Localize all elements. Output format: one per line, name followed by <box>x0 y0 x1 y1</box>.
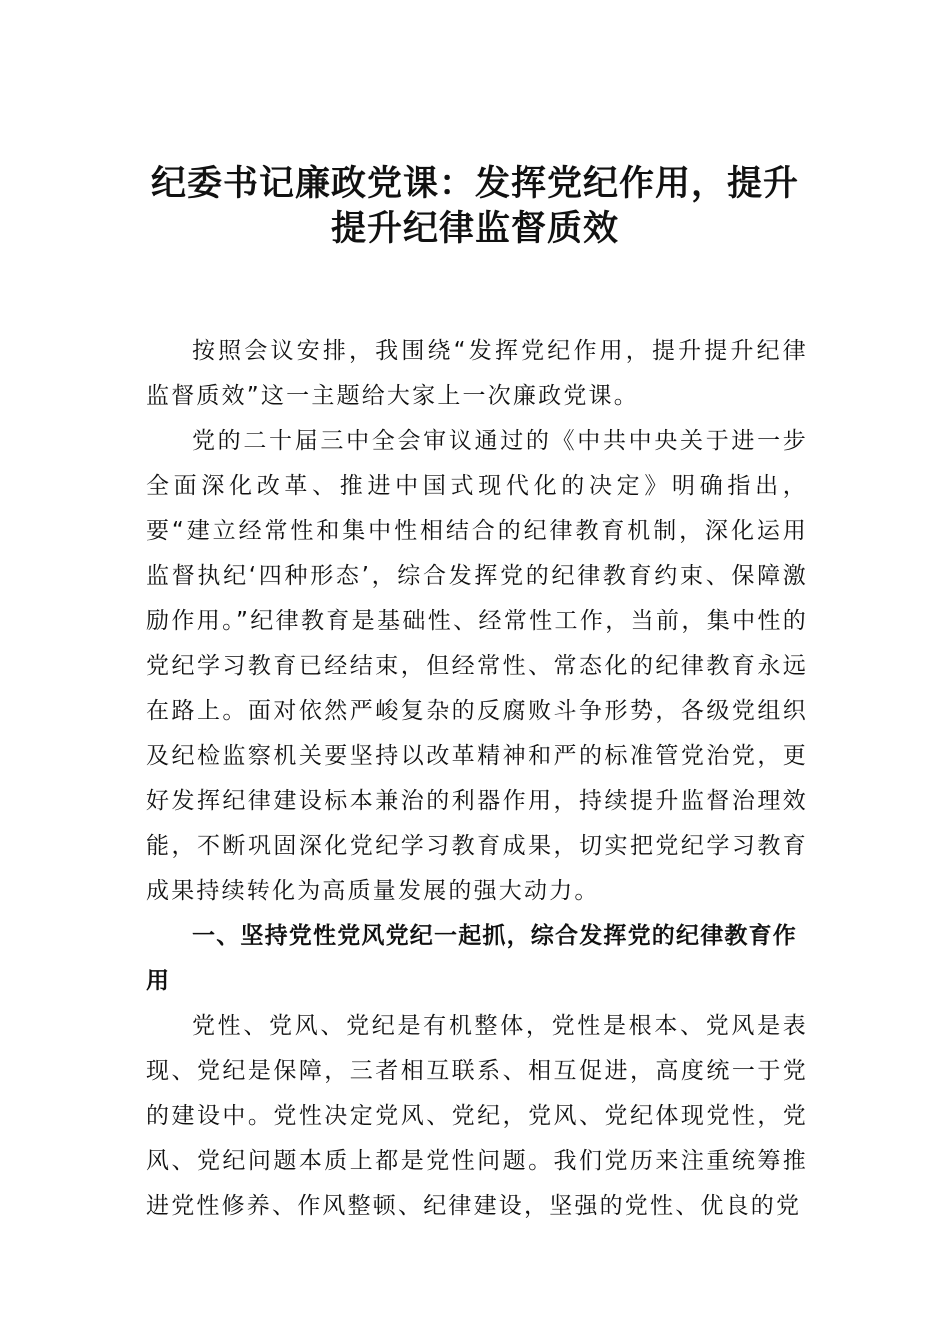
paragraph-context: 党的二十届三中全会审议通过的《中共中央关于进一步全面深化改革、推进中国式现代化的决定》明确指出，要“建立经常性和集中性相结合的纪律教育机制，深化运用监督执纪‘四种形态’，综合发挥党的纪律教育约束、保障激励作用。”纪律教育是基础性、经常性工作，当前，集中性的党纪学习教育已经结束，但经常性、常态化的纪律教育永远在路上。面对依然严峻复杂的反腐败斗争形势，各级党组织及纪检监察机关要坚持以改革精神和严的标准管党治党，更好发挥纪律建设标本兼治的利器作用，持续提升监督治理效能，不断巩固深化党纪学习教育成果，切实把党纪学习教育成果持续转化为高质量发展的强大动力。 <box>146 428 808 904</box>
paragraph-section-1: 党性、党风、党纪是有机整体，党性是根本、党风是表现、党纪是保障，三者相互联系、相互促进，高度统一于党的建设中。党性决定党风、党纪，党风、党纪体现党性，党风、党纪问题本质上都是党性问题。我们党历来注重统筹推进党性修养、作风整顿、纪律建设，坚强的党性、优良的党 <box>146 1013 808 1219</box>
document-title-line-2: 提升纪律监督质效 <box>330 208 619 249</box>
paragraph-intro: 按照会议安排，我围绕“发挥党纪作用，提升提升纪律监督质效”这一主题给大家上一次廉政党课。 <box>146 338 808 409</box>
document-title-line-1: 纪委书记廉政党课：发挥党纪作用，提升 <box>150 163 799 204</box>
document-body <box>146 329 808 1229</box>
section-heading-1: 一、坚持党性党风党纪一起抓，综合发挥党的纪律教育作用 <box>146 923 797 994</box>
